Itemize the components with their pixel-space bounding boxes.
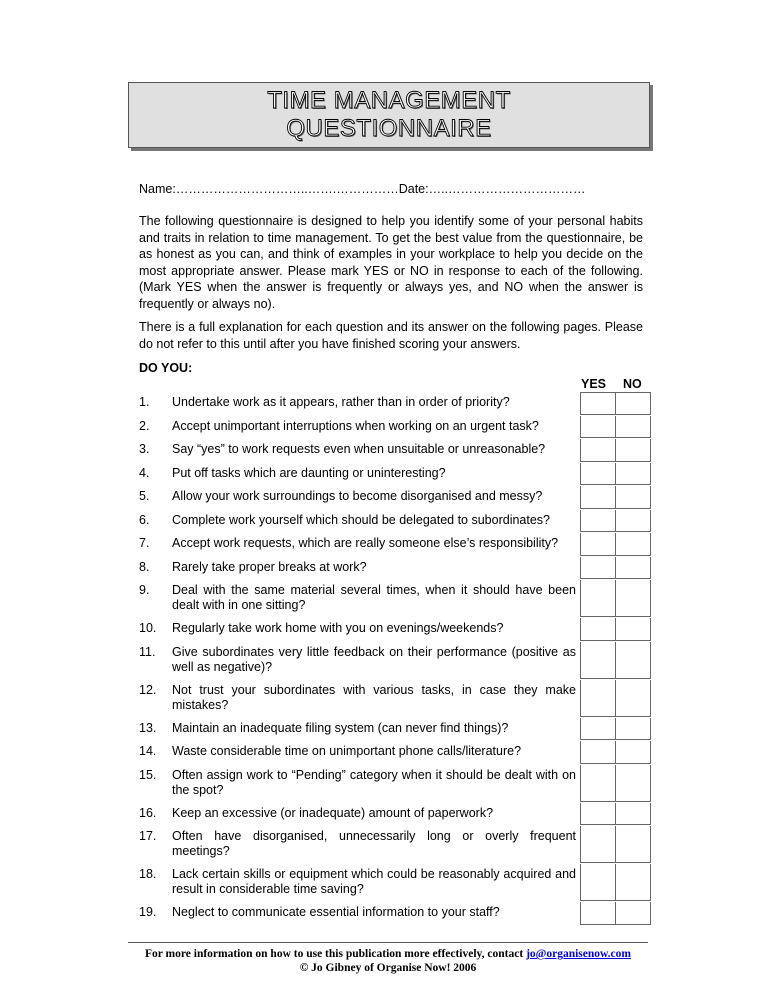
question-row: [139, 533, 650, 557]
footer-contact-text: For more information on how to use this publication more effectively, contact: [145, 948, 527, 960]
no-answer-box[interactable]: [615, 392, 651, 415]
question-text: Complete work yourself which should be delegated to subordinates?: [172, 512, 551, 527]
name-date-line: Name:…………………………..…….……………Date:…..……………………………: [139, 182, 586, 196]
no-answer-box[interactable]: [615, 486, 651, 509]
footer-line-1: [128, 947, 648, 961]
question-text: Deal with the same material several times, when it should have been dealt with in one sitting?: [172, 583, 576, 612]
yes-answer-box[interactable]: [580, 642, 615, 679]
question-row: [139, 718, 650, 742]
question-row: [139, 803, 650, 827]
contact-email-link[interactable]: jo@organisenow.com: [526, 948, 631, 960]
no-column-header: NO: [623, 377, 642, 391]
question-text: Accept work requests, which are really someone else’s responsibility?: [172, 536, 559, 550]
yes-answer-box[interactable]: [580, 718, 615, 741]
question-text: Rarely take proper breaks at work?: [172, 559, 367, 574]
question-row: [139, 463, 650, 487]
question-row: [139, 642, 650, 680]
question-text: Put off tasks which are daunting or uninteresting?: [172, 465, 446, 480]
question-text: Undertake work as it appears, rather than in order of priority?: [172, 395, 510, 409]
question-row: [139, 580, 650, 618]
question-text: Lack certain skills or equipment which could be reasonably acquired and result in considerable time saving?: [172, 867, 576, 896]
title-line-2: QUESTIONNAIRE: [286, 115, 492, 142]
yes-answer-box[interactable]: [580, 533, 615, 556]
yes-answer-box[interactable]: [580, 680, 615, 717]
yes-answer-box[interactable]: [580, 864, 615, 901]
no-answer-box[interactable]: [615, 463, 651, 486]
yes-column-header: YES: [581, 377, 607, 391]
footer: [128, 942, 648, 975]
no-answer-box[interactable]: [615, 618, 651, 641]
question-number: 12.: [139, 682, 157, 697]
question-text: Often have disorganised, unnecessarily long or overly frequent meetings?: [172, 829, 576, 858]
yes-answer-box[interactable]: [580, 486, 615, 509]
yes-answer-box[interactable]: [580, 463, 615, 486]
title-line-1: TIME MANAGEMENT: [267, 87, 511, 114]
question-row: [139, 510, 650, 534]
question-text: Keep an excessive (or inadequate) amount of paperwork?: [172, 805, 494, 820]
question-row: [139, 902, 650, 926]
question-number: 15.: [139, 767, 157, 782]
question-row: [139, 486, 650, 510]
question-text: Regularly take work home with you on evenings/weekends?: [172, 621, 504, 635]
question-number: 18.: [139, 867, 157, 881]
yes-answer-box[interactable]: [580, 392, 615, 415]
no-answer-box[interactable]: [615, 718, 651, 741]
question-number: 2.: [139, 418, 150, 433]
yes-answer-box[interactable]: [580, 741, 615, 764]
no-answer-box[interactable]: [615, 765, 651, 802]
question-number: 11.: [139, 644, 156, 659]
do-you-heading: DO YOU:: [139, 361, 193, 375]
yes-answer-box[interactable]: [580, 439, 615, 462]
yes-answer-box[interactable]: [580, 618, 615, 641]
explanation-paragraph: There is a full explanation for each question and its answer on the following pages. Please do not refer to this until after you have finished scoring your answers.: [139, 320, 643, 351]
question-number: 5.: [139, 489, 150, 503]
yes-answer-box[interactable]: [580, 416, 615, 439]
yes-answer-box[interactable]: [580, 557, 615, 580]
question-row: [139, 557, 650, 581]
yes-answer-box[interactable]: [580, 902, 615, 925]
yes-answer-box[interactable]: [580, 510, 615, 533]
question-number: 6.: [139, 512, 150, 527]
questions-list: [139, 392, 650, 926]
question-number: 7.: [139, 536, 150, 550]
question-row: [139, 618, 650, 642]
no-answer-box[interactable]: [615, 902, 651, 925]
title-box: [128, 82, 650, 148]
yes-answer-box[interactable]: [580, 580, 615, 617]
no-answer-box[interactable]: [615, 533, 651, 556]
question-number: 10.: [139, 621, 157, 635]
no-answer-box[interactable]: [615, 580, 651, 617]
question-row: [139, 439, 650, 463]
question-text: Allow your work surroundings to become disorganised and messy?: [172, 489, 543, 503]
no-answer-box[interactable]: [615, 510, 651, 533]
question-text: Often assign work to “Pending” category when it should be dealt with on the spot?: [172, 767, 576, 797]
no-answer-box[interactable]: [615, 864, 651, 901]
question-row: [139, 864, 650, 902]
question-number: 4.: [139, 465, 150, 480]
question-number: 8.: [139, 559, 150, 574]
question-number: 17.: [139, 829, 157, 843]
question-row: [139, 741, 650, 765]
no-answer-box[interactable]: [615, 826, 651, 863]
question-number: 9.: [139, 583, 150, 597]
question-row: [139, 826, 650, 864]
no-answer-box[interactable]: [615, 680, 651, 717]
question-text: Neglect to communicate essential information to your staff?: [172, 905, 500, 919]
question-number: 13.: [139, 720, 157, 735]
question-row: [139, 416, 650, 440]
yes-answer-box[interactable]: [580, 803, 615, 826]
no-answer-box[interactable]: [615, 416, 651, 439]
question-row: [139, 765, 650, 803]
question-number: 1.: [139, 395, 150, 409]
no-answer-box[interactable]: [615, 803, 651, 826]
question-number: 19.: [139, 905, 157, 919]
no-answer-box[interactable]: [615, 741, 651, 764]
question-text: Maintain an inadequate filing system (can never find things)?: [172, 720, 509, 735]
no-answer-box[interactable]: [615, 439, 651, 462]
question-text: Accept unimportant interruptions when working on an urgent task?: [172, 418, 539, 433]
question-text: Give subordinates very little feedback on their performance (positive as well as negative)?: [172, 644, 576, 674]
question-number: 14.: [139, 744, 157, 758]
yes-answer-box[interactable]: [580, 826, 615, 863]
question-row: [139, 392, 650, 416]
question-text: Waste considerable time on unimportant phone calls/literature?: [172, 744, 522, 758]
no-answer-box[interactable]: [615, 557, 651, 580]
question-text: Not trust your subordinates with various tasks, in case they make mistakes?: [172, 682, 576, 712]
yes-answer-box[interactable]: [580, 765, 615, 802]
no-answer-box[interactable]: [615, 642, 651, 679]
question-text: Say “yes” to work requests even when unsuitable or unreasonable?: [172, 442, 546, 456]
question-row: [139, 680, 650, 718]
footer-copyright: © Jo Gibney of Organise Now! 2006: [299, 962, 477, 974]
question-number: 16.: [139, 805, 157, 820]
intro-paragraph: The following questionnaire is designed to help you identify some of your personal habits and traits in relation to time management. To get the best value from the questionnaire, be as honest as you can, and think of examples in your workplace to help you decide on the most appropriate answer. Please mark YES or NO in response to each of the following. (Mark YES when the answer is frequently or always yes, and NO when the answer is frequently or always no).: [139, 214, 643, 311]
question-number: 3.: [139, 442, 150, 456]
